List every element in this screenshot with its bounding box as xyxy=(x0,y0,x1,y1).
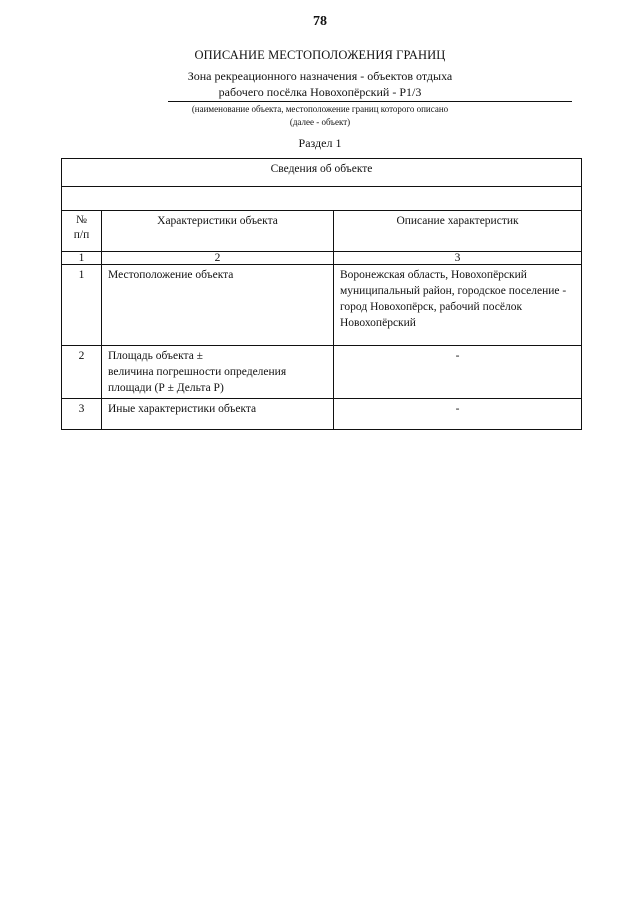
row-description: - xyxy=(334,346,582,399)
table-row xyxy=(62,399,582,430)
object-info-table xyxy=(61,158,582,430)
object-name-line-1: Зона рекреационного назначения - объектов отдыха xyxy=(187,69,453,83)
section-title: Раздел 1 xyxy=(298,136,342,150)
caption-note-line-1: (наименование объекта, местоположение границ которого описано xyxy=(191,104,449,114)
row-description: Воронежская область, Новохопёрский муниципальный район, городское поселение - город Новохопёрск, рабочий посёлок Новохопёрский xyxy=(334,265,582,346)
table-row xyxy=(62,346,582,399)
table-caption-row xyxy=(62,159,582,187)
column-number: 2 xyxy=(102,252,334,265)
table-spacer xyxy=(62,187,582,211)
row-characteristic: Иные характеристики объекта xyxy=(102,399,334,430)
header-characteristic: Характеристики объекта xyxy=(102,211,334,252)
column-number: 3 xyxy=(334,252,582,265)
document-title: ОПИСАНИЕ МЕСТОПОЛОЖЕНИЯ ГРАНИЦ xyxy=(194,48,446,62)
row-characteristic: Площадь объекта ± величина погрешности определения площади (Р ± Дельта Р) xyxy=(102,346,334,399)
page-number: 78 xyxy=(313,14,327,29)
table-header-row xyxy=(62,211,582,252)
title-underline xyxy=(168,101,572,102)
caption-note-line-2: (далее - объект) xyxy=(289,117,351,127)
header-num: № п/п xyxy=(62,211,102,252)
row-description: - xyxy=(334,399,582,430)
table-spacer-row xyxy=(62,187,582,211)
column-number: 1 xyxy=(62,252,102,265)
header-description: Описание характеристик xyxy=(334,211,582,252)
table-caption: Сведения об объекте xyxy=(62,159,582,187)
table-row xyxy=(62,265,582,346)
column-number-row xyxy=(62,252,582,265)
row-number: 1 xyxy=(62,265,102,346)
row-number: 3 xyxy=(62,399,102,430)
object-name-line-2: рабочего посёлка Новохопёрский - Р1/3 xyxy=(218,85,422,99)
row-characteristic: Местоположение объекта xyxy=(102,265,334,346)
row-number: 2 xyxy=(62,346,102,399)
